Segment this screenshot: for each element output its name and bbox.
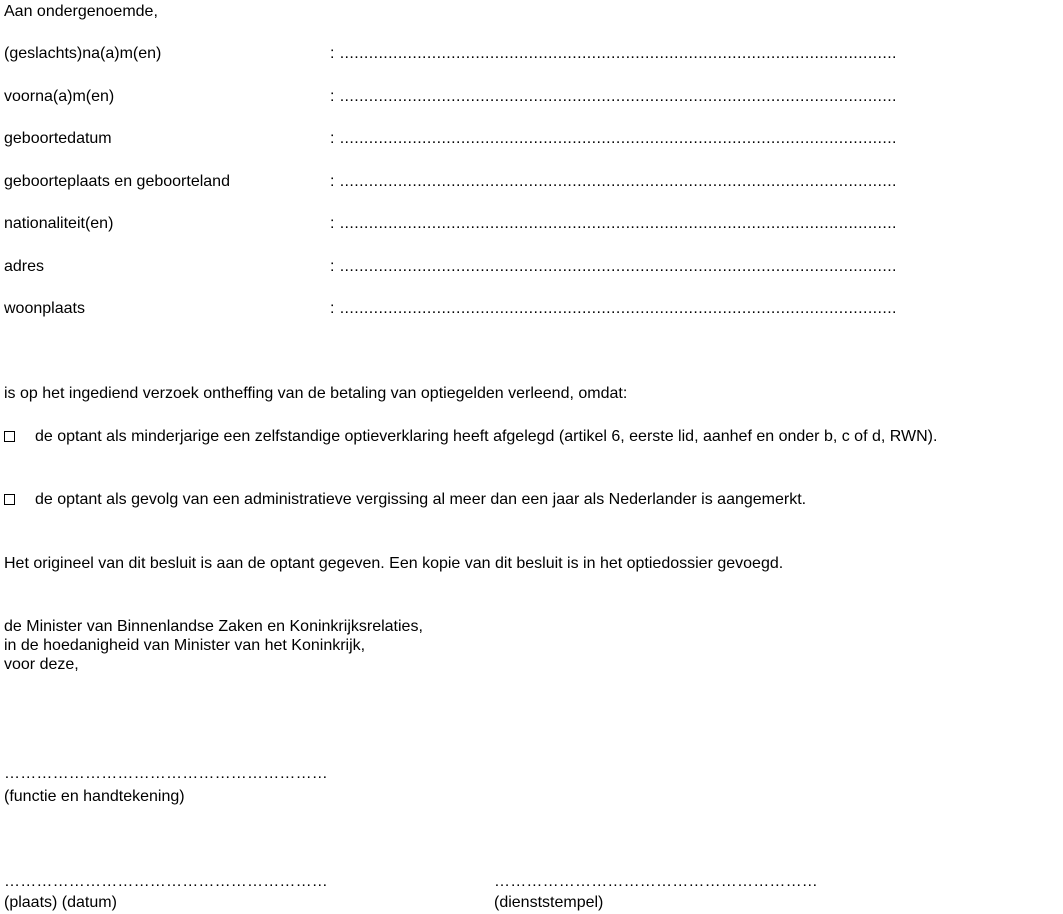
signature-line[interactable]: …………………………………………………… [4, 765, 328, 782]
field-input-nationality[interactable]: : ................................................................................................................... [330, 215, 897, 232]
field-input-place-country-of-birth[interactable]: : ................................................................................................................... [330, 173, 897, 190]
field-input-surname[interactable]: : ................................................................................................................... [330, 45, 897, 62]
stamp-caption: (dienststempel) [494, 894, 604, 911]
field-label-date-of-birth: geboortedatum [4, 130, 112, 147]
field-input-residence[interactable]: : ................................................................................................................... [330, 300, 897, 317]
option-administrative-error-text: de optant als gevolg van een administratieve vergissing al meer dan een jaar als Nederlander is aangemerkt. [35, 491, 807, 508]
field-label-address: adres [4, 258, 45, 275]
option-minor-declaration-text: de optant als minderjarige een zelfstandige optieverklaring heeft afgelegd (artikel 6, eerste lid, aanhef en onder b, c of d, RWN). [35, 428, 938, 445]
signature-caption: (functie en handtekening) [4, 788, 185, 805]
signatory-block: de Minister van Binnenlandse Zaken en Koninkrijksrelaties, in de hoedanigheid van Minister van het Koninkrijk, voor deze, [4, 618, 423, 673]
checkbox-administrative-error[interactable] [4, 494, 15, 505]
field-label-place-country-of-birth: geboorteplaats en geboorteland [4, 173, 230, 190]
decision-text: is op het ingediend verzoek ontheffing van de betaling van optiegelden verleend, omdat: [4, 385, 628, 402]
field-label-first-names: voorna(a)m(en) [4, 88, 115, 105]
option-minor-declaration[interactable] [4, 427, 1035, 446]
original-copy-note: Het origineel van dit besluit is aan de optant gegeven. Een kopie van dit besluit is in het optiedossier gevoegd. [4, 555, 784, 572]
field-input-first-names[interactable]: : ................................................................................................................... [330, 88, 897, 105]
option-administrative-error[interactable] [4, 490, 1035, 509]
place-date-caption: (plaats) (datum) [4, 894, 117, 911]
field-input-date-of-birth[interactable]: : ................................................................................................................... [330, 130, 897, 147]
intro-text: Aan ondergenoemde, [4, 3, 158, 20]
field-input-address[interactable]: : ................................................................................................................... [330, 258, 897, 275]
field-label-residence: woonplaats [4, 300, 85, 317]
checkbox-minor-declaration[interactable] [4, 431, 15, 442]
field-label-nationality: nationaliteit(en) [4, 215, 114, 232]
place-date-line[interactable]: …………………………………………………… [4, 873, 328, 890]
field-label-surname: (geslachts)na(a)m(en) [4, 45, 162, 62]
stamp-line[interactable]: …………………………………………………… [494, 873, 818, 890]
